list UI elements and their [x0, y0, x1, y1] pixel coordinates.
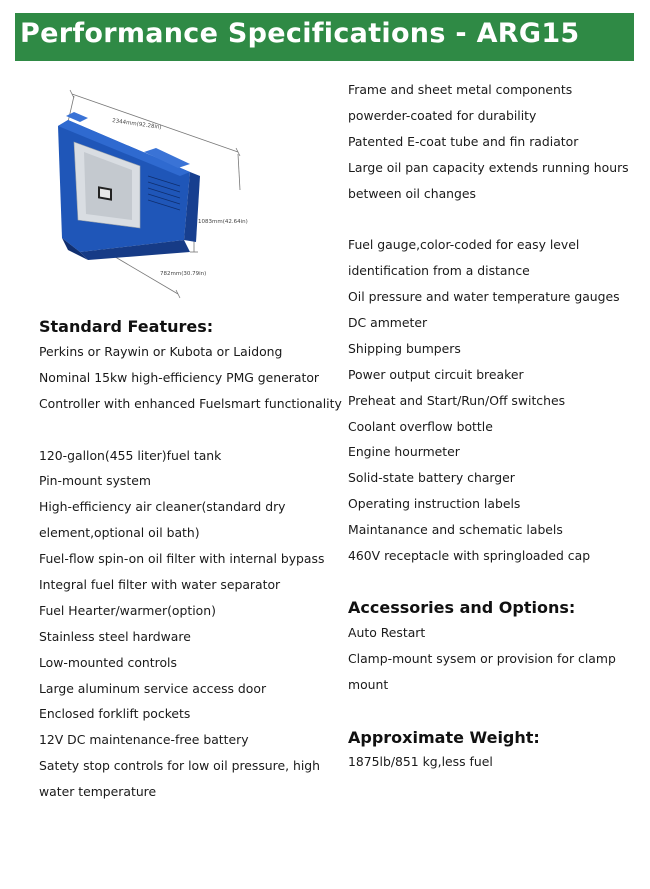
feature-line: powerder-coated for durability	[348, 107, 537, 123]
feature-line: Enclosed forklift pockets	[39, 706, 191, 722]
feature-line: 12V DC maintenance-free battery	[39, 732, 249, 748]
dimension-length-label: 2344mm(92.28in)	[111, 118, 162, 131]
feature-line: Fuel Hearter/warmer(option)	[39, 602, 216, 618]
weight-value: 1875lb/851 kg,less fuel	[348, 754, 493, 769]
feature-line: Patented E-coat tube and fin radiator	[348, 133, 579, 149]
feature-line: DC ammeter	[348, 315, 428, 331]
feature-line: 120-gallon(455 liter)fuel tank	[39, 447, 222, 463]
feature-line: Integral fuel filter with water separator	[39, 577, 281, 593]
spacer	[39, 417, 339, 443]
feature-line: water temperature	[39, 784, 157, 800]
feature-line: Satety stop controls for low oil pressure, high	[39, 758, 320, 774]
feature-line: Maintanance and schematic labels	[348, 522, 563, 538]
feature-line: Operating instruction labels	[348, 496, 521, 512]
generator-enclosure	[58, 112, 200, 260]
feature-line: Low-mounted controls	[39, 654, 177, 670]
feature-line: identification from a distance	[348, 263, 530, 279]
feature-line: 460V receptacle with springloaded cap	[348, 548, 591, 564]
weight-title: Approximate Weight:	[348, 728, 540, 747]
feature-line: Controller with enhanced Fuelsmart functionality	[39, 395, 342, 411]
feature-line: Large oil pan capacity extends running hours	[348, 159, 629, 175]
feature-line: Pin-mount system	[39, 473, 151, 489]
generator-illustration	[40, 80, 290, 300]
standard-features-list	[39, 339, 342, 805]
feature-line: Solid-state battery charger	[348, 470, 515, 486]
feature-line: Nominal 15kw high-efficiency PMG generator	[39, 369, 319, 385]
accessory-line: Clamp-mount sysem or provision for clamp	[348, 650, 616, 666]
right-features-list	[348, 77, 638, 569]
feature-line: Frame and sheet metal components	[348, 82, 573, 97]
feature-line: Preheat and Start/Run/Off switches	[348, 392, 566, 408]
feature-line: between oil changes	[348, 185, 476, 201]
feature-line: Power output circuit breaker	[348, 366, 524, 382]
feature-line: Coolant overflow bottle	[348, 418, 493, 434]
accessories-title: Accessories and Options:	[348, 598, 576, 617]
accessory-line: Auto Restart	[348, 625, 426, 640]
page-title: Performance Specifications - ARG15	[20, 18, 580, 49]
feature-line: Shipping bumpers	[348, 340, 461, 356]
accessories-list	[348, 620, 638, 698]
feature-line: Engine hourmeter	[348, 444, 460, 460]
dimension-width-label: 782mm(30.79in)	[160, 271, 207, 277]
standard-features-title: Standard Features:	[39, 317, 214, 336]
feature-line: element,optional oil bath)	[39, 525, 200, 541]
accessory-line: mount	[348, 676, 389, 692]
spacer	[348, 206, 638, 232]
feature-line: Large aluminum service access door	[39, 680, 267, 696]
feature-line: Perkins or Raywin or Kubota or Laidong	[39, 344, 283, 359]
feature-line: Oil pressure and water temperature gauges	[348, 289, 620, 305]
weight-block	[348, 749, 638, 775]
dimension-height-label: 1083mm(42.64in)	[198, 219, 248, 225]
feature-line: Fuel gauge,color-coded for easy level	[348, 237, 580, 253]
feature-line: Stainless steel hardware	[39, 628, 191, 644]
feature-line: Fuel-flow spin-on oil filter with internal bypass	[39, 551, 325, 567]
header-banner	[15, 13, 634, 61]
feature-line: High-efficiency air cleaner(standard dry	[39, 499, 286, 515]
